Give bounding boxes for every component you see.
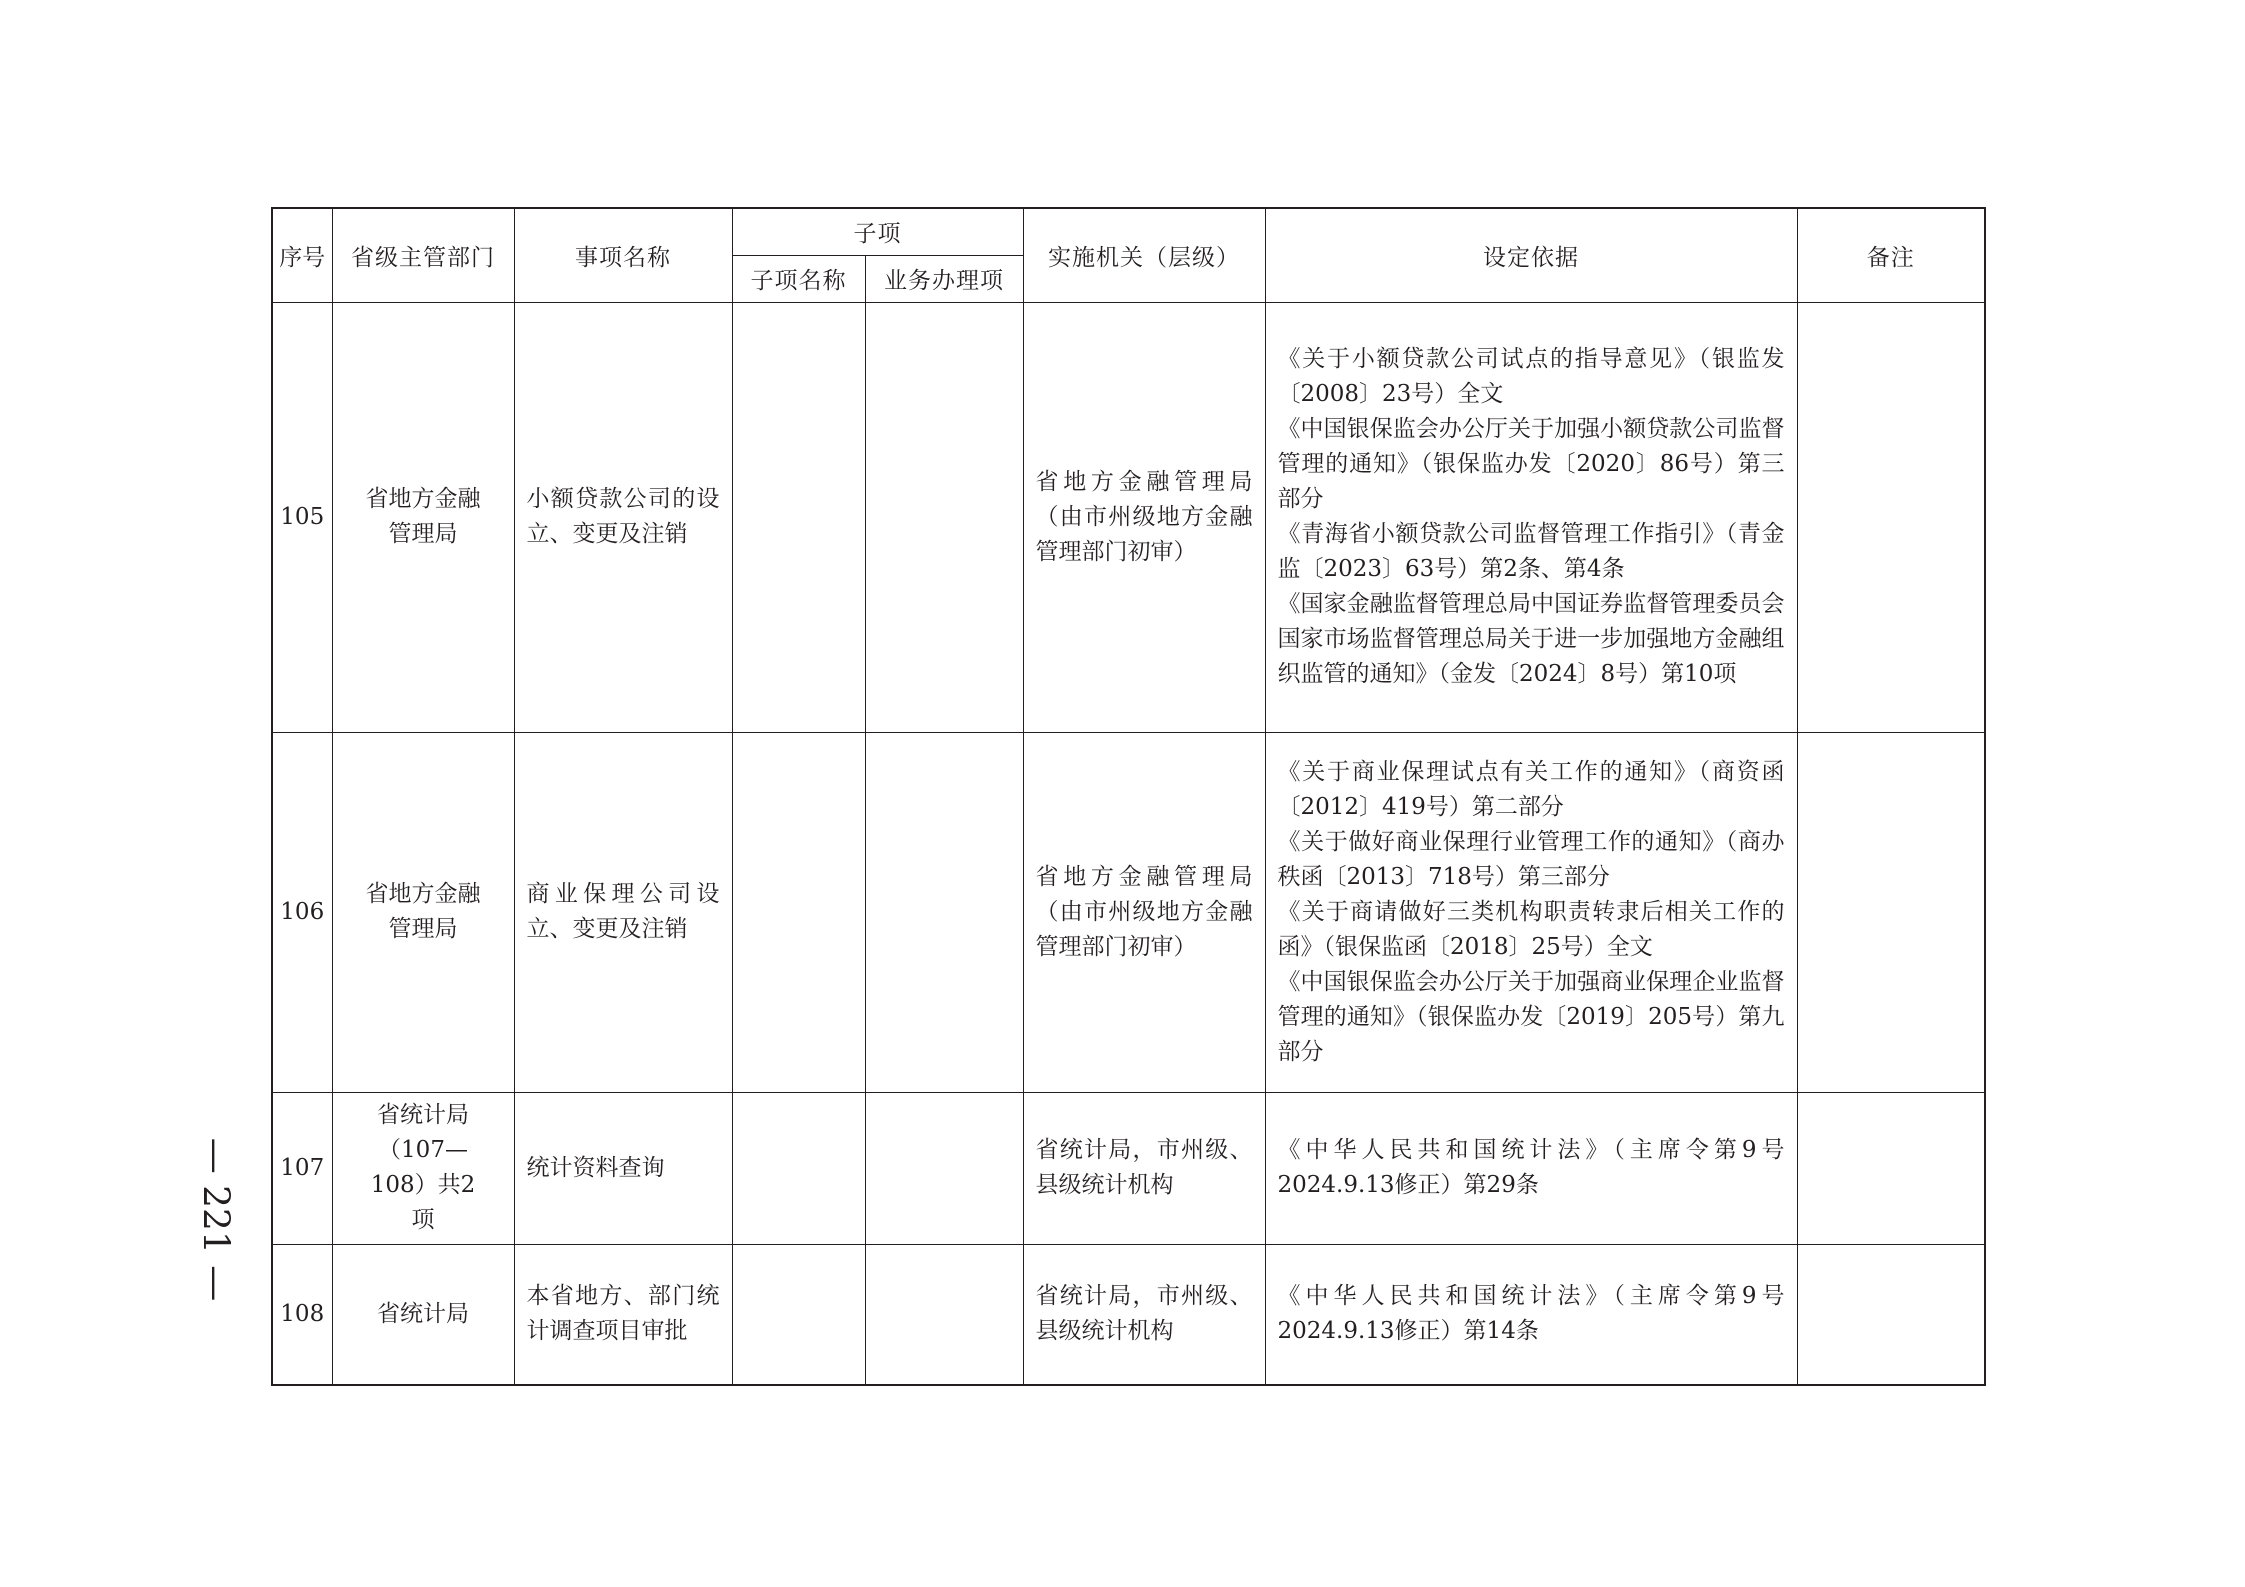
row-sub-name [732, 1244, 865, 1385]
header-sub-business: 业务办理项 [865, 255, 1023, 302]
table-row [272, 1244, 1985, 1385]
table-row [272, 1092, 1985, 1244]
row-no: 107 [272, 1092, 332, 1244]
basis-line: 《中华人民共和国统计法》（主席令第9号2024.9.13修正）第29条 [1277, 1137, 1785, 1198]
row-basis [1265, 1244, 1797, 1385]
page-number-text: — 221 — [194, 1137, 236, 1302]
row-no: 106 [272, 732, 332, 1092]
row-basis [1265, 1092, 1797, 1244]
header-remark: 备注 [1797, 208, 1985, 302]
row-item: 本省地方、部门统计调查项目审批 [514, 1244, 732, 1385]
row-agency: 省地方金融管理局（由市州级地方金融管理部门初审） [1023, 732, 1265, 1092]
row-basis [1265, 732, 1797, 1092]
header-dept: 省级主管部门 [332, 208, 514, 302]
basis-line: 《关于小额贷款公司试点的指导意见》（银监发〔2008〕23号）全文 [1277, 346, 1785, 407]
row-item: 统计资料查询 [514, 1092, 732, 1244]
row-remark [1797, 732, 1985, 1092]
basis-line: 《关于商请做好三类机构职责转隶后相关工作的函》（银保监函〔2018〕25号）全文 [1277, 898, 1785, 960]
header-item: 事项名称 [514, 208, 732, 302]
row-sub-name [732, 302, 865, 732]
row-dept: 省统计局 [332, 1244, 514, 1385]
header-row-1 [272, 208, 1985, 255]
basis-line: 《中国银保监会办公厅关于加强商业保理企业监督管理的通知》（银保监办发〔2019〕205号）第九部分 [1277, 968, 1785, 1065]
basis-line: 《关于商业保理试点有关工作的通知》（商资函〔2012〕419号）第二部分 [1277, 758, 1785, 820]
header-sub-name: 子项名称 [732, 255, 865, 302]
document-table [271, 207, 1986, 1386]
row-remark [1797, 1092, 1985, 1244]
row-item: 小额贷款公司的设立、变更及注销 [514, 302, 732, 732]
header-no: 序号 [272, 208, 332, 302]
row-agency: 省统计局，市州级、县级统计机构 [1023, 1092, 1265, 1244]
page-number [194, 1137, 236, 1350]
row-remark [1797, 302, 1985, 732]
row-basis [1265, 302, 1797, 732]
row-sub-business [865, 1244, 1023, 1385]
row-item: 商业保理公司设立、变更及注销 [514, 732, 732, 1092]
header-agency: 实施机关（层级） [1023, 208, 1265, 302]
row-dept: 省统计局（107—108）共2项 [332, 1092, 514, 1244]
basis-line: 《国家金融监督管理总局中国证券监督管理委员会国家市场监督管理总局关于进一步加强地方金融组织监管的通知》（金发〔2024〕8号）第10项 [1277, 591, 1785, 687]
row-dept: 省地方金融管理局 [332, 302, 514, 732]
row-sub-name [732, 732, 865, 1092]
basis-line: 《中国银保监会办公厅关于加强小额贷款公司监督管理的通知》（银保监办发〔2020〕86号）第三部分 [1277, 416, 1785, 512]
basis-line: 《青海省小额贷款公司监督管理工作指引》（青金监〔2023〕63号）第2条、第4条 [1277, 521, 1785, 582]
row-remark [1797, 1244, 1985, 1385]
row-sub-business [865, 302, 1023, 732]
row-sub-business [865, 1092, 1023, 1244]
row-no: 105 [272, 302, 332, 732]
row-sub-name [732, 1092, 865, 1244]
basis-line: 《中华人民共和国统计法》（主席令第9号2024.9.13修正）第14条 [1277, 1283, 1785, 1345]
table-row [272, 732, 1985, 1092]
header-basis: 设定依据 [1265, 208, 1797, 302]
row-dept: 省地方金融管理局 [332, 732, 514, 1092]
row-agency: 省统计局，市州级、县级统计机构 [1023, 1244, 1265, 1385]
basis-line: 《关于做好商业保理行业管理工作的通知》（商办秩函〔2013〕718号）第三部分 [1277, 828, 1785, 890]
header-sub: 子项 [732, 208, 1023, 255]
table-row [272, 302, 1985, 732]
row-agency: 省地方金融管理局（由市州级地方金融管理部门初审） [1023, 302, 1265, 732]
row-no: 108 [272, 1244, 332, 1385]
row-sub-business [865, 732, 1023, 1092]
